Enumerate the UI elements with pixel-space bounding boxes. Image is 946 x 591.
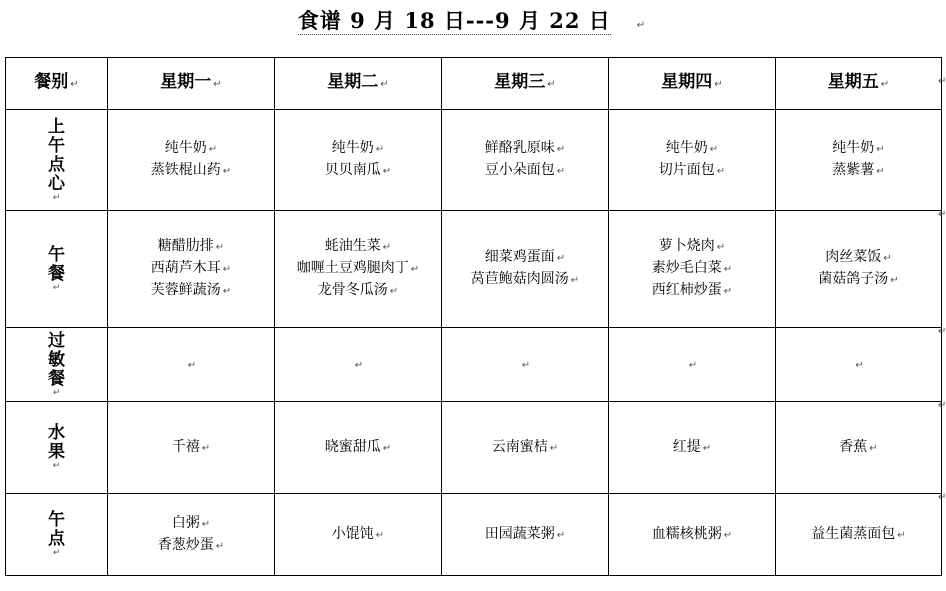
paragraph-mark: ↵ [380, 79, 389, 90]
dish-list [297, 236, 419, 302]
dish-list [186, 354, 196, 376]
menu-cell-thu [609, 402, 776, 494]
row-end-mark: ↵ [938, 326, 946, 337]
paragraph-mark: ↵ [201, 518, 211, 530]
row-label-wrap [6, 332, 107, 398]
page-title [0, 6, 944, 41]
paragraph-mark: ↵ [876, 166, 885, 177]
dish-line [520, 354, 530, 376]
row-lunch [6, 211, 942, 328]
menu-cell-wed [442, 211, 609, 328]
dish-name: 千禧 [171, 438, 200, 455]
dish-name: 西葫芦木耳 [150, 260, 221, 276]
menu-cell-fri [776, 211, 942, 328]
title-text: 食谱 9 月 18 日---9 月 22 日 [297, 8, 611, 33]
cell-end-mark: ↵ [52, 548, 61, 558]
paragraph-mark: ↵ [855, 359, 864, 371]
row-label-cell [6, 110, 108, 211]
paragraph-mark: ↵ [410, 264, 420, 275]
menu-cell-wed [442, 494, 609, 576]
menu-cell-mon [108, 494, 275, 576]
paragraph-mark: ↵ [213, 79, 222, 90]
dish-line [818, 269, 898, 291]
dish-line [297, 280, 419, 302]
dish-line [172, 437, 210, 459]
dish-name: 咖喱土豆鸡腿肉丁 [296, 260, 409, 276]
dish-line [659, 138, 725, 160]
menu-cell-mon [108, 110, 275, 211]
menu-cell-mon [108, 402, 275, 494]
dish-line [492, 437, 558, 459]
row-label-wrap [6, 246, 107, 293]
paragraph-mark: ↵ [354, 359, 364, 371]
dish-name: 蚝油生菜 [324, 238, 381, 254]
dish-line [652, 280, 732, 302]
dish-name: 蒸铁棍山药 [150, 162, 221, 178]
row-morning-snack [6, 110, 942, 211]
dish-line [151, 236, 231, 258]
menu-cell-thu [609, 110, 776, 211]
dish-list [520, 354, 530, 376]
dish-list [325, 437, 391, 459]
menu-cell-wed [442, 328, 609, 402]
row-label-cell [6, 402, 108, 494]
dish-line [471, 247, 579, 269]
dish-line [485, 524, 565, 546]
dish-list [151, 138, 231, 182]
dish-name: 小馄饨 [331, 525, 374, 542]
dish-line [151, 160, 231, 182]
dish-line [186, 354, 196, 376]
dish-list [485, 524, 565, 546]
header-day-label: 星期一 [160, 72, 212, 92]
row-label: 水果 [48, 423, 65, 462]
row-label-wrap [6, 118, 107, 203]
menu-cell-thu [609, 494, 776, 576]
dish-name: 肉丝菜饭 [825, 249, 882, 265]
menu-cell-mon [108, 328, 275, 402]
dish-line [839, 437, 877, 459]
menu-cell-tue [275, 211, 442, 328]
dish-line [151, 280, 231, 302]
paragraph-mark: ↵ [702, 442, 712, 454]
row-label-wrap [6, 424, 107, 471]
row-label: 过敏餐 [48, 330, 65, 389]
dish-list [172, 437, 210, 459]
header-day-label: 星期三 [494, 72, 546, 92]
dish-line [659, 160, 725, 182]
row-allergy-meal [6, 328, 942, 402]
dish-name: 香蕉 [839, 438, 868, 455]
paragraph-mark: ↵ [723, 264, 733, 275]
dish-line [832, 160, 884, 182]
dish-line [158, 535, 224, 557]
dish-line [652, 524, 732, 546]
dish-name: 菌菇鸽子汤 [818, 271, 889, 287]
paragraph-mark: ↵ [688, 359, 698, 371]
row-label-cell [6, 328, 108, 402]
dish-list [652, 524, 732, 546]
dish-line [853, 354, 863, 376]
dish-line [485, 138, 565, 160]
paragraph-mark: ↵ [876, 144, 885, 155]
menu-body [6, 110, 942, 576]
menu-cell-fri [776, 494, 942, 576]
header-category-label: 餐别 [34, 72, 69, 92]
cell-end-mark: ↵ [52, 282, 61, 293]
paragraph-mark: ↵ [375, 529, 385, 541]
dish-line [818, 247, 898, 269]
header-day-thu [609, 58, 776, 110]
cell-end-mark: ↵ [52, 192, 61, 203]
dish-line [652, 258, 732, 280]
paragraph-mark: ↵ [556, 529, 566, 541]
header-day-mon [108, 58, 275, 110]
dish-name: 莴苣鲍菇肉圆汤 [470, 271, 569, 287]
paragraph-mark: ↵ [201, 442, 211, 454]
dish-name: 纯牛奶 [832, 140, 875, 156]
paragraph-mark: ↵ [890, 275, 899, 286]
dish-line [832, 138, 884, 160]
dish-name: 白粥 [171, 514, 200, 531]
menu-cell-wed [442, 402, 609, 494]
dish-name: 鲜酪乳原味 [484, 140, 555, 156]
dish-line [353, 354, 363, 376]
row-label-cell [6, 494, 108, 576]
header-day-label: 星期五 [827, 72, 879, 92]
dish-line [325, 437, 391, 459]
dish-list [471, 247, 579, 291]
row-end-mark: ↵ [938, 209, 946, 220]
dish-name: 益生菌蒸面包 [811, 525, 896, 542]
paragraph-mark: ↵ [70, 79, 79, 90]
menu-cell-fri [776, 110, 942, 211]
menu-cell-thu [609, 211, 776, 328]
dish-name: 晓蜜甜瓜 [324, 438, 381, 455]
paragraph-mark: ↵ [375, 144, 385, 155]
paragraph-mark: ↵ [883, 253, 892, 264]
dish-name: 云南蜜桔 [491, 438, 548, 455]
dish-name: 萝卜烧肉 [658, 238, 715, 254]
header-day-tue [275, 58, 442, 110]
dish-list [818, 247, 898, 291]
dish-name: 香葱炒蛋 [157, 536, 214, 553]
dish-line [471, 269, 579, 291]
paragraph-mark: ↵ [521, 359, 531, 371]
paragraph-mark: ↵ [869, 442, 878, 454]
header-day-wed [442, 58, 609, 110]
dish-list [659, 138, 725, 182]
row-label: 午点 [48, 510, 65, 549]
header-row [6, 58, 942, 110]
paragraph-mark: ↵ [382, 442, 392, 454]
dish-name: 细菜鸡蛋面 [484, 249, 555, 265]
dish-list [353, 354, 363, 376]
dish-list [332, 524, 384, 546]
dish-name: 血糯核桃粥 [651, 525, 722, 542]
dish-list [853, 354, 863, 376]
dish-list [652, 236, 732, 302]
paragraph-mark: ↵ [389, 286, 399, 297]
paragraph-mark: ↵ [382, 242, 392, 253]
dish-list [811, 524, 905, 546]
dish-line [652, 236, 732, 258]
dish-list [151, 236, 231, 302]
paragraph-mark: ↵ [570, 275, 580, 286]
dish-name: 贝贝南瓜 [324, 162, 381, 178]
dish-list [839, 437, 877, 459]
menu-cell-tue [275, 402, 442, 494]
paragraph-mark: ↵ [187, 359, 197, 371]
row-label-wrap [6, 511, 107, 558]
row-end-mark: ↵ [938, 492, 946, 503]
menu-cell-wed [442, 110, 609, 211]
paragraph-mark: ↵ [222, 286, 232, 297]
dish-name: 纯牛奶 [665, 140, 708, 156]
dish-line [673, 437, 711, 459]
dish-name: 蒸紫薯 [832, 162, 875, 178]
header-day-label: 星期二 [327, 72, 379, 92]
row-fruit [6, 402, 942, 494]
dish-line [811, 524, 905, 546]
dish-name: 素炒毛白菜 [651, 260, 722, 276]
row-label: 午餐 [48, 244, 65, 284]
paragraph-mark: ↵ [636, 20, 647, 31]
dish-name: 田园蔬菜粥 [484, 525, 555, 542]
dish-line [332, 524, 384, 546]
menu-cell-fri [776, 402, 942, 494]
dish-name: 龙骨冬瓜汤 [317, 282, 388, 298]
menu-cell-tue [275, 328, 442, 402]
dish-name: 切片面包 [658, 162, 715, 178]
dish-line [325, 160, 391, 182]
dish-line [151, 258, 231, 280]
paragraph-mark: ↵ [208, 144, 218, 155]
paragraph-mark: ↵ [880, 79, 890, 90]
menu-cell-thu [609, 328, 776, 402]
paragraph-mark: ↵ [714, 79, 723, 90]
row-afternoon-snack [6, 494, 942, 576]
dish-list [832, 138, 884, 182]
menu-cell-tue [275, 494, 442, 576]
dish-list [325, 138, 391, 182]
cell-end-mark: ↵ [52, 387, 61, 398]
menu-cell-tue [275, 110, 442, 211]
dish-name: 糖醋肋排 [157, 238, 214, 254]
paragraph-mark: ↵ [716, 242, 726, 253]
dish-name: 芙蓉鲜蔬汤 [150, 282, 221, 298]
menu-cell-mon [108, 211, 275, 328]
paragraph-mark: ↵ [222, 264, 232, 275]
dish-line [297, 258, 419, 280]
cell-end-mark: ↵ [52, 461, 61, 471]
paragraph-mark: ↵ [382, 166, 392, 177]
paragraph-mark: ↵ [215, 242, 225, 253]
dish-name: 西红柿炒蛋 [651, 282, 722, 298]
paragraph-mark: ↵ [897, 529, 906, 541]
row-end-mark: ↵ [938, 76, 946, 87]
dish-list [673, 437, 711, 459]
paragraph-mark: ↵ [556, 253, 566, 264]
menu-cell-fri [776, 328, 942, 402]
dish-name: 红提 [672, 438, 701, 455]
dish-list [492, 437, 558, 459]
dish-line [151, 138, 231, 160]
row-end-mark: ↵ [938, 400, 946, 411]
paragraph-mark: ↵ [547, 79, 556, 90]
paragraph-mark: ↵ [556, 144, 566, 155]
dish-list [158, 513, 224, 557]
dish-list [485, 138, 565, 182]
dish-name: 纯牛奶 [164, 140, 207, 156]
dish-line [297, 236, 419, 258]
menu-table [5, 57, 942, 576]
paragraph-mark: ↵ [723, 529, 733, 541]
paragraph-mark: ↵ [222, 166, 232, 177]
header-day-label: 星期四 [661, 72, 713, 92]
dish-list [687, 354, 697, 376]
paragraph-mark: ↵ [716, 166, 726, 177]
header-day-fri [776, 58, 942, 110]
header-category [6, 58, 108, 110]
dish-name: 纯牛奶 [331, 140, 374, 156]
paragraph-mark: ↵ [556, 166, 566, 177]
dish-line [687, 354, 697, 376]
dish-line [325, 138, 391, 160]
dish-line [485, 160, 565, 182]
paragraph-mark: ↵ [709, 144, 719, 155]
dish-name: 豆小朵面包 [484, 162, 555, 178]
row-label: 上午点心 [48, 116, 65, 194]
paragraph-mark: ↵ [723, 286, 733, 297]
paragraph-mark: ↵ [549, 442, 559, 454]
row-label-cell [6, 211, 108, 328]
paragraph-mark: ↵ [215, 540, 225, 552]
dish-line [158, 513, 224, 535]
